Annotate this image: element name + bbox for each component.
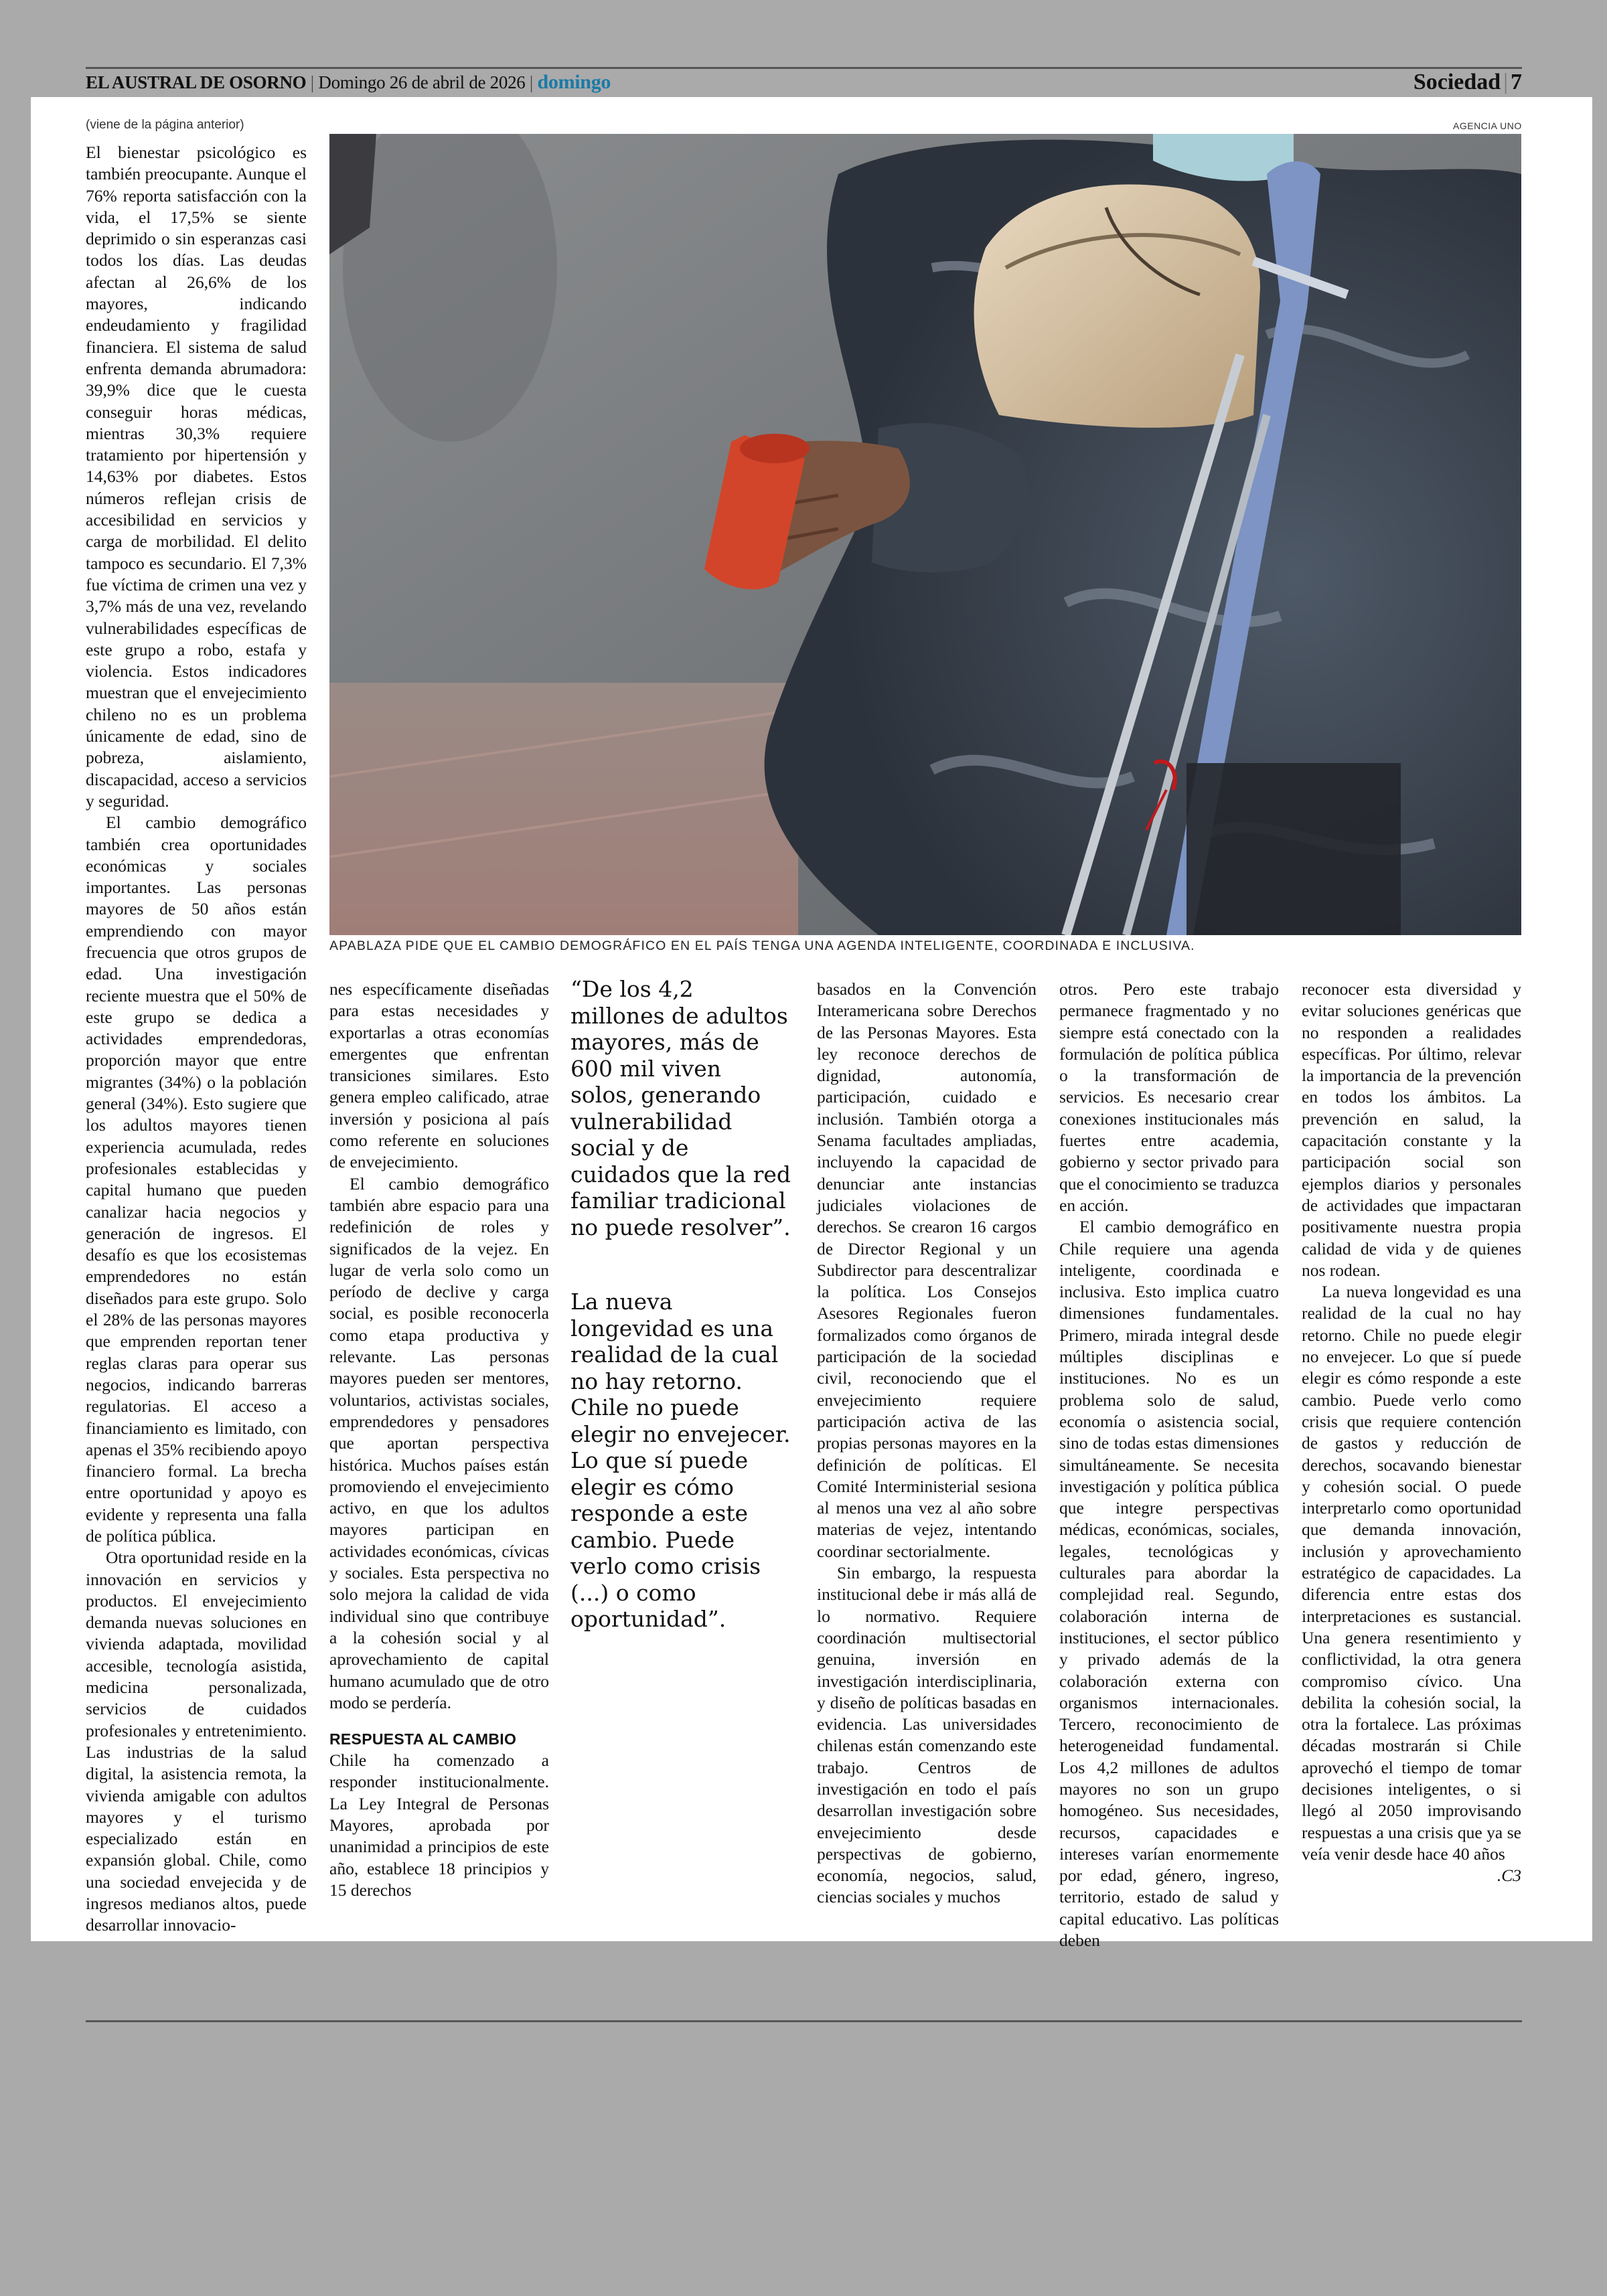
paragraph: El bienestar psicológico es también preocupante. Aunque el 76% reporta satisfacción con la vida, el 17,5% se siente deprimido o sin esperanzas casi todos los días. Las deudas afectan al 26,6% de los mayores, indicando endeudamiento y fragilidad financiera. El sistema de salud enfrenta demanda abrumadora: 39,9% dice que le cuesta conseguir horas médicas, mientras 30,3% requiere tratamiento por hipertensión y 14,63% por diabetes. Estos números reflejan crisis de accesibilidad en servicios y carga de morbilidad. El delito tampoco es secundario. El 7,3% fue víctima de crimen una vez y 3,7% más de una vez, revelando vulnerabilidades específicas de este grupo a robo, estafa y violencia. Estos indicadores muestran que el envejecimiento chileno no es un problema únicamente de edad, sino de pobreza, aislamiento, discapacidad, acceso a servicios y seguridad. (86, 143, 307, 811)
article-column-6 (1302, 979, 1521, 1886)
article-column-2 (329, 979, 549, 1901)
page-number: 7 (1511, 70, 1522, 94)
newspaper-name: EL AUSTRAL DE OSORNO (86, 72, 307, 92)
continued-note: (viene de la página anterior) (86, 118, 244, 132)
paragraph: Otra oportunidad reside en la innovación en servicios y productos. El envejecimiento demanda nuevas soluciones en vivienda adaptada, movilidad accesible, tecnología asistida, medicina personalizada, servicios de cuidados profesionales y entretenimiento. Las industrias de la salud digital, la asistencia remota, la vivienda amigable con adultos mayores y el turismo especializado están en expansión global. Chile, como una sociedad envejecida y de ingresos medianos altos, puede desarrollar innovacio- (86, 1548, 307, 1935)
paragraph: Chile ha comenzado a responder institucionalmente. La Ley Integral de Personas Mayores, aprobada por unanimidad a principios de este año, establece 18 principios y 15 derechos (329, 1750, 549, 1900)
final-paragraph-text: La nueva longevidad es una realidad de la cual no hay retorno. Chile no puede elegir no envejecer. Lo que sí puede elegir es cómo responde a este cambio. Puede verlo como crisis que requiere contención de gastos y reducción de derechos, socavando bienestar y cohesión social. O puede interpretarlo como oportunidad que demanda innovación, inclusión y aprovechamiento estratégico de capacidades. La diferencia entre estas dos interpretaciones es sustancial. Una genera resentimiento y conflictividad, la otra genera compromiso cívico. Una debilita la cohesión social, la otra la fortalece. Las próximas décadas mostrarán si Chile aprovechó el tiempo de tomar decisiones inteligentes, o si llegó al 2050 improvisando respuestas a una crisis que ya se veía venir desde hace 40 años (1302, 1282, 1521, 1864)
pull-quote-secondary: La nueva longevidad es una realidad de la cual no hay retorno. Chile no puede elegir no envejecer. Lo que sí puede elegir es cómo responde a este cambio. Puede verlo como crisis (...) o como oportunidad”. (570, 1289, 791, 1632)
section-tag: domingo (537, 71, 611, 93)
article-column-4 (817, 979, 1037, 1908)
bottom-rule (86, 2020, 1522, 2022)
photo-credit: AGENCIA UNO (1453, 120, 1522, 131)
article-column-5 (1059, 979, 1279, 1951)
elderly-person-holding-cup-image (329, 134, 1521, 935)
pull-quote: “De los 4,2 millones de adultos mayores, más de 600 mil viven solos, generando vulnerabilidad social y de cuidados que la red familiar tradicional no puede resolver”. (570, 976, 791, 1240)
paragraph: Sin embargo, la respuesta institucional debe ir más allá de lo normativo. Requiere coordinación multisectorial genuina, inversión en investigación interdisciplinaria, y diseño de políticas basadas en evidencia. Las universidades chilenas están comenzando este trabajo. Centros de investigación en todo el país desarrollan investigación sobre envejecimiento desde perspectivas de gobierno, economía, negocios, salud, ciencias sociales y muchos (817, 1563, 1037, 1907)
article-photo (329, 134, 1521, 935)
paragraph: El cambio demográfico en Chile requiere una agenda inteligente, coordinada e inclusiva. Esto implica cuatro dimensiones fundamentales. Primero, mirada integral desde múltiples disciplinas e instituciones. No es un problema solo de salud, economía o asistencia social, sino de todas estas dimensiones simultáneamente. Se necesita investigación y política pública que integre perspectivas médicas, económicas, sociales, legales, tecnológicas y culturales para abordar la complejidad real. Segundo, colaboración interna de instituciones, el sector público y privado además de la colaboración externa con organismos internacionales. Tercero, reconocimiento de heterogeneidad fundamental. Los 4,2 millones de adultos mayores no son un grupo homogéneo. Sus necesidades, recursos, capacidades e intereses varían enormemente por edad, género, ingreso, territorio, estado de salud y capital educativo. Las políticas deben (1059, 1217, 1279, 1951)
paragraph: reconocer esta diversidad y evitar soluciones genéricas que no responden a realidades específicas. Por último, relevar la importancia de la prevención en todos los ámbitos. La prevención en salud, la capacitación constante y la participación social son ejemplos diarios y personales de actividades que impactaran positivamente nuestra propia calidad de vida y de quienes nos rodean. (1302, 979, 1521, 1280)
paragraph: El cambio demográfico también abre espacio para una redefinición de roles y significados de la vejez. En lugar de verla solo como un período de declive y carga social, es posible reconocerla como etapa productiva y relevante. Las personas mayores pueden ser mentores, voluntarios, activistas sociales, emprendedores y pensadores que aportan perspectiva histórica. Muchos países están promoviendo el envejecimiento activo, en que los adultos mayores participan en actividades económicas, cívicas y sociales. Esta perspectiva no solo mejora la calidad de vida individual sino que contribuye a la cohesión social y al aprovechamiento de capital humano acumulado que de otro modo se perdería. (329, 1173, 549, 1712)
issue-date: Domingo 26 de abril de 2026 (318, 72, 526, 92)
paragraph: basados en la Convención Interamericana sobre Derechos de las Personas Mayores. Esta ley reconoce derechos de dignidad, autonomía, participación, cuidado e inclusión. También otorga a Senama facultades ampliadas, incluyendo la capacidad de denunciar ante instancias judiciales violaciones de derechos. Se crearon 16 cargos de Director Regional y un Subdirector para descentralizar la política. Los Consejos Asesores Regionales fueron formalizados como órganos de participación de la sociedad civil, reconociendo que el envejecimiento requiere participación activa de las propias personas mayores en la definición de políticas. El Comité Interministerial sesiona al menos una vez al año sobre materias de vejez, intentando coordinar sectorialmente. (817, 979, 1037, 1561)
article-column-1 (86, 142, 307, 1937)
end-mark: .C3 (1497, 1866, 1521, 1886)
top-rule (86, 67, 1522, 69)
section-subhead: RESPUESTA AL CAMBIO (329, 1730, 517, 1748)
section-name: Sociedad (1413, 70, 1501, 94)
photo-caption: APABLAZA PIDE QUE EL CAMBIO DEMOGRÁFICO EN EL PAÍS TENGA UNA AGENDA INTELIGENTE, COORDINADA E INCLUSIVA. (329, 938, 1195, 953)
paragraph: otros. Pero este trabajo permanece fragmentado y no siempre está conectado con la formulación de política pública o la transformación de servicios. Es necesario crear conexiones institucionales más fuertes entre academia, gobierno y sector privado para que el conocimiento se traduzca en acción. (1059, 979, 1279, 1215)
masthead (86, 70, 1522, 95)
masthead-right: Sociedad | 7 (1413, 70, 1522, 94)
paragraph: nes específicamente diseñadas para estas necesidades y exportarlas a otras economías emergentes que enfrentan transiciones similares. Esto genera empleo calificado, atrae inversión y posiciona al país como referente en soluciones de envejecimiento. (329, 979, 549, 1172)
paragraph: El cambio demográfico también crea oportunidades económicas y sociales importantes. Las personas mayores de 50 años están emprendiendo con mayor frecuencia que otros grupos de edad. Una investigación reciente muestra que el 50% de este grupo se dedica a actividades emprendedoras, proporción mayor que entre migrantes (34%) o la población general (34%). Esto sugiere que los adultos mayores tienen experiencia acumulada, redes profesionales establecidas y capital humano que pueden canalizar hacia negocios y generación de ingresos. El desafío es que los ecosistemas emprendedores no están diseñados para este grupo. Solo el 28% de las personas mayores que emprenden reportan tener reglas claras para operar sus negocios, indicando barreras regulatorias. El acceso a financiamiento es limitado, con apenas el 35% recibiendo apoyo financiero formal. La brecha entre oportunidad y apoyo es evidente y representa una falla de política pública. (86, 813, 307, 1546)
paragraph-final (1302, 1281, 1521, 1886)
masthead-left: EL AUSTRAL DE OSORNO | Domingo 26 de abril de 2026 | domingo (86, 71, 611, 93)
